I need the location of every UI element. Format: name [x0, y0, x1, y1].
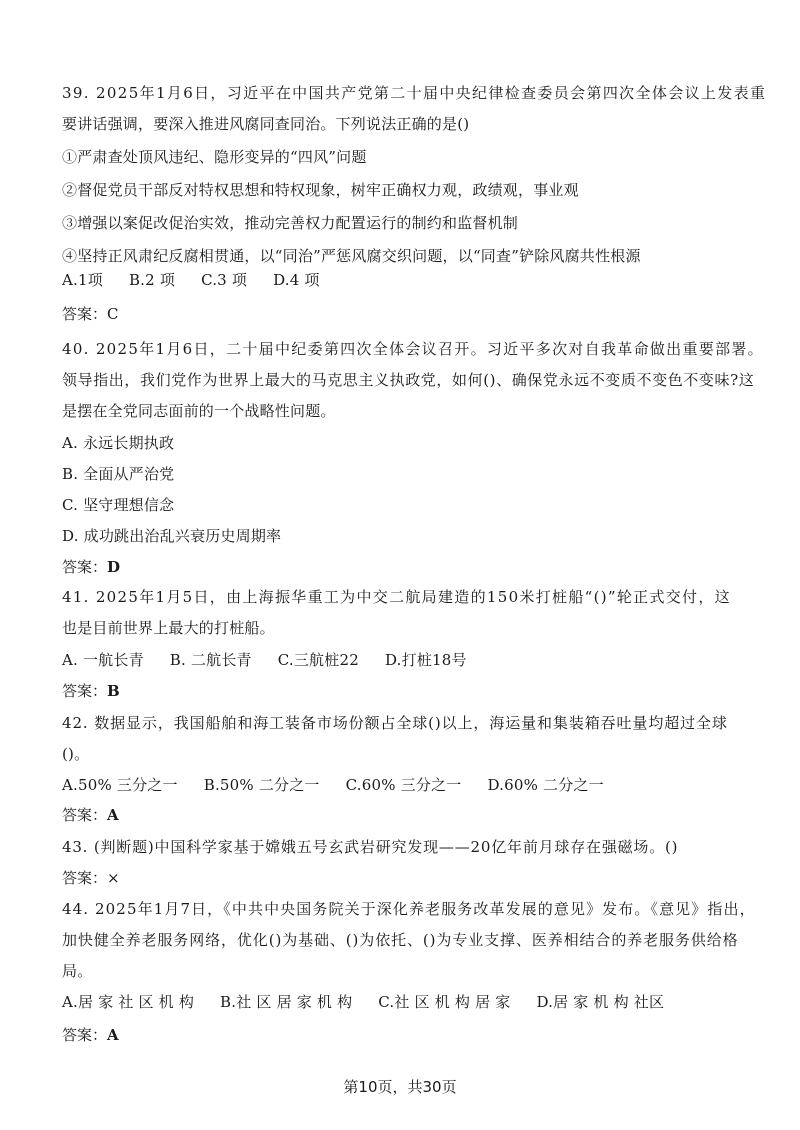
question-40-option-a: A. 永远长期执政 [62, 434, 175, 452]
option-a: A.50% 三分之一 [62, 776, 178, 794]
answer-label: 答案： [62, 682, 108, 700]
question-40-line-3: 是摆在全党同志面前的一个战略性问题。 [62, 402, 336, 420]
question-44-options [62, 991, 762, 1013]
answer-label: 答案： [62, 558, 108, 576]
answer-label: 答案： [62, 1026, 108, 1044]
answer-value: D [107, 558, 121, 576]
question-39-line-2: 要讲话强调，要深入推进风腐同查同治。下列说法正确的是() [62, 115, 470, 133]
question-40 [62, 338, 762, 578]
question-44-line-2: 加快健全养老服务网络，优化()为基础、()为依托、()为专业支撑、医养相结合的养老服务供给格 [62, 931, 739, 949]
question-44-answer [62, 1024, 762, 1046]
question-39-answer [62, 303, 762, 325]
question-39-statement-1: ①严肃查处顶风违纪、隐形变异的“四风”问题 [62, 148, 367, 166]
option-b: B.50% 二分之一 [203, 776, 320, 794]
question-41-answer [62, 680, 762, 702]
answer-label: 答案： [62, 305, 108, 323]
question-44 [62, 898, 762, 1046]
question-40-option-d: D. 成功跳出治乱兴衰历史周期率 [62, 527, 282, 545]
question-42-answer [62, 804, 762, 826]
question-42-options [62, 774, 762, 796]
question-40-option-c: C. 坚守理想信念 [62, 496, 175, 514]
page-footer: 第10页，共30页 [343, 1078, 457, 1096]
option-b: B.社 区 居 家 机 构 [220, 993, 353, 1011]
question-39-line-1: 39. 2025年1月6日，习近平在中国共产党第二十届中央纪律检查委员会第四次全体会议上发表重 [62, 84, 767, 102]
question-40-line-1: 40. 2025年1月6日，二十届中纪委第四次全体会议召开。习近平多次对自我革命做出重要部署。 [62, 340, 764, 358]
question-42-line-1: 42. 数据显示，我国船舶和海工装备市场份额占全球()以上，海运量和集装箱吞吐量均超过全球 [62, 714, 728, 732]
option-a: A. 一航长青 [62, 651, 144, 669]
answer-label: 答案： [62, 869, 108, 887]
question-40-line-2: 领导指出，我们党作为世界上最大的马克思主义执政党，如何()、确保党永远不变质不变色不变味?这 [62, 371, 755, 389]
question-39-statement-4: ④坚持正风肃纪反腐相贯通，以“同治”严惩风腐交织问题，以“同查”铲除风腐共性根源 [62, 247, 641, 265]
option-d: D.打桩18号 [384, 651, 467, 669]
question-40-option-b: B. 全面从严治党 [62, 465, 175, 483]
option-a: A.1项 [62, 271, 103, 289]
question-42 [62, 712, 762, 826]
question-39 [62, 82, 767, 325]
question-43 [62, 836, 762, 889]
answer-value: B [107, 682, 120, 700]
question-41-line-2: 也是目前世界上最大的打桩船。 [62, 619, 275, 637]
question-44-line-1: 44. 2025年1月7日，《中共中央国务院关于深化养老服务改革发展的意见》发布。《意见》指出， [62, 900, 756, 918]
option-c: C.60% 三分之一 [345, 776, 462, 794]
question-44-line-3: 局。 [62, 962, 93, 980]
question-40-answer [62, 556, 762, 578]
question-43-answer [62, 867, 762, 889]
question-39-options [62, 269, 762, 291]
question-39-statement-2: ②督促党员干部反对特权思想和特权现象，树牢正确权力观，政绩观，事业观 [62, 181, 579, 199]
answer-value: C [107, 305, 119, 323]
option-b: B. 二航长青 [169, 651, 252, 669]
option-c: C.3 项 [201, 271, 248, 289]
answer-value: × [107, 869, 120, 887]
answer-label: 答案： [62, 806, 108, 824]
answer-value: A [107, 1026, 119, 1044]
answer-value: A [107, 806, 119, 824]
option-d: D.60% 二分之一 [487, 776, 604, 794]
option-a: A.居 家 社 区 机 构 [62, 993, 195, 1011]
question-43-line-1: 43. (判断题)中国科学家基于嫦娥五号玄武岩研究发现——20亿年前月球存在强磁场。() [62, 838, 679, 856]
question-42-line-2: ()。 [62, 745, 90, 763]
question-41-options [62, 649, 762, 671]
option-d: D.4 项 [273, 271, 320, 289]
question-39-statement-3: ③增强以案促改促治实效，推动完善权力配置运行的制约和监督机制 [62, 214, 519, 232]
option-d: D.居 家 机 构 社区 [536, 993, 665, 1011]
option-c: C.三航桩22 [277, 651, 359, 669]
option-c: C.社 区 机 构 居 家 [378, 993, 511, 1011]
question-41-line-1: 41. 2025年1月5日，由上海振华重工为中交二航局建造的150米打桩船“()”轮正式交付，这 [62, 588, 731, 606]
option-b: B.2 项 [128, 271, 176, 289]
question-41 [62, 586, 762, 702]
